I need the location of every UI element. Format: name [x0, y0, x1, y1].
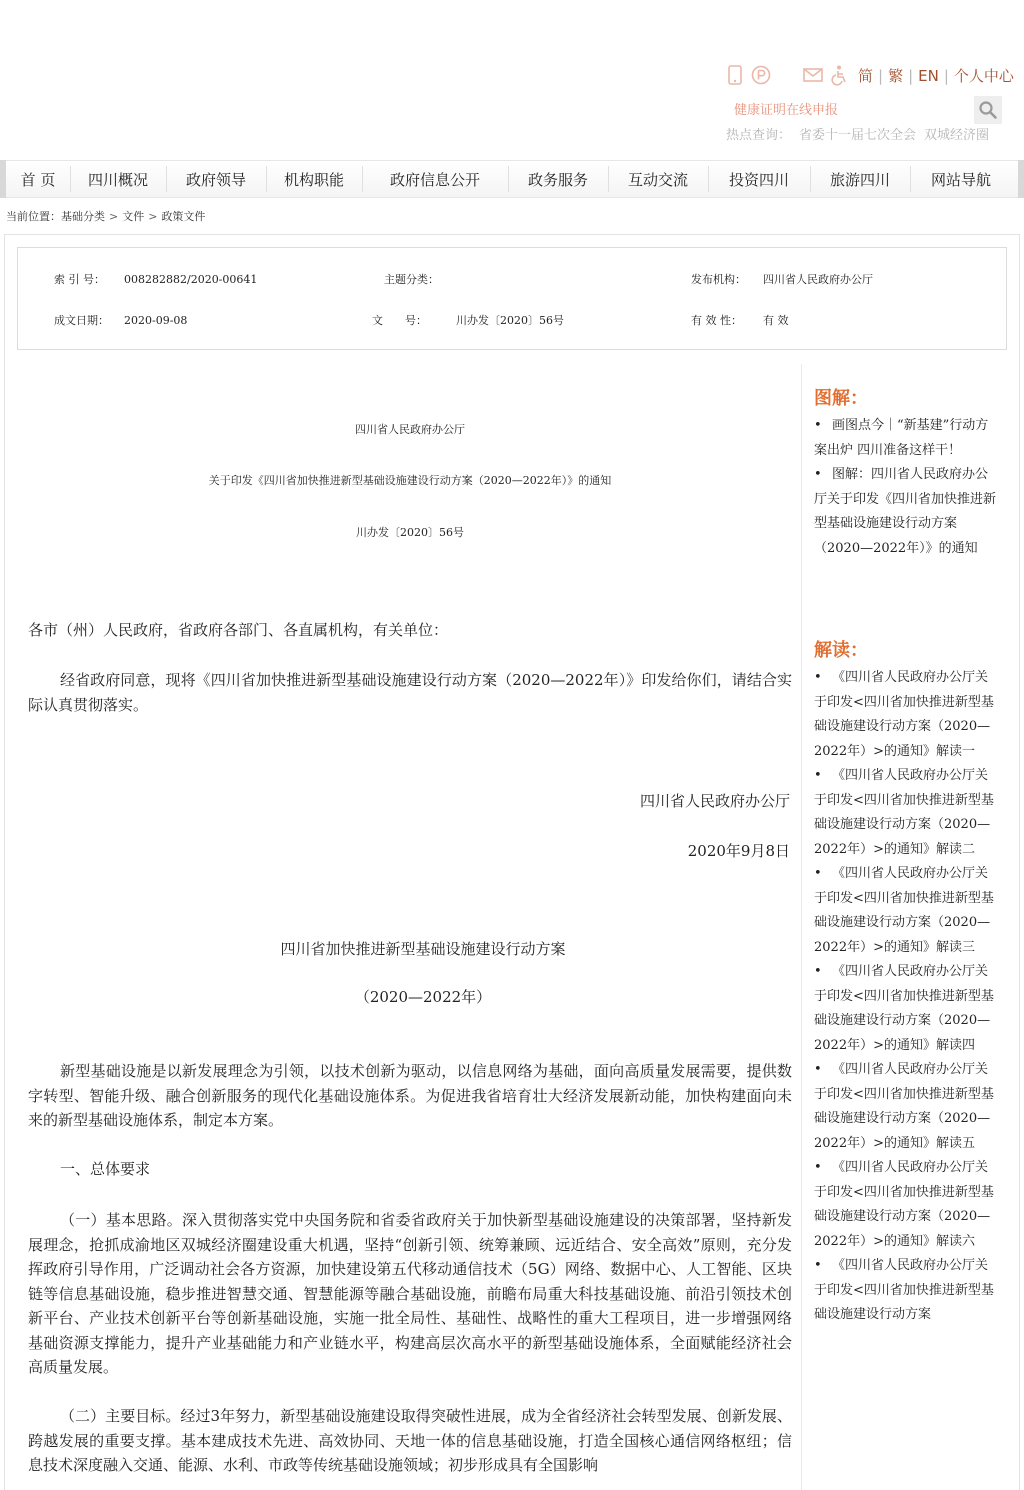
lang-english[interactable]: EN	[918, 66, 939, 85]
interpretation-link[interactable]: • 《四川省人民政府办公厅关于印发<四川省加快推进新型基础设施建设行动方案（2020—2022年）>的通知》解读三	[814, 866, 994, 955]
meta-validity-label: 有 效 性：	[691, 314, 742, 327]
intro-paragraph: 经省政府同意，现将《四川省加快推进新型基础设施建设行动方案（2020—2022年）》印发给你们，请结合实际认真贯彻落实。	[28, 671, 792, 714]
interpretation-link[interactable]: • 《四川省人民政府办公厅关于印发<四川省加快推进新型基础设施建设行动方案（2020—2022年）>的通知》解读一	[814, 670, 994, 759]
interpretation-link[interactable]: • 《四川省人民政府办公厅关于印发<四川省加快推进新型基础设施建设行动方案（2020—2022年）>的通知》解读六	[814, 1160, 994, 1249]
plan-title: 四川省加快推进新型基础设施建设行动方案	[280, 940, 566, 958]
article-paragraph: （一）基本思路。深入贯彻落实党中央国务院和省委省政府关于加快新型基础设施建设的决策部署，坚持新发展理念，抢抓成渝地区双城经济圈建设重大机遇，坚持“创新引领、统筹兼顾、远近结合、安全高效”原则，充分发挥政府引导作用，广泛调动社会各方资源，加快建设第五代移动通信技术（5G）网络、数据中心、人工智能、区块链等信息基础设施，稳步推进智慧交通、智慧能源等融合基础设施，前瞻布局重大科技基础设施、前沿引领技术创新平台、产业技术创新平台等创新基础设施，实施一批全局性、基础性、战略性的重大工程项目，进一步增强网络基础资源支撑能力，提升产业基础能力和产业链水平，构建高层次高水平的新型基础设施体系，全面赋能经济社会高质量发展。	[28, 1211, 792, 1376]
main-nav	[0, 160, 1024, 198]
article-paragraph: （二）主要目标。经过3年努力，新型基础设施建设取得突破性进展，成为全省经济社会转型发展、创新发展、跨越发展的重要支撑。基本建成技术先进、高效协同、天地一体的信息基础设施，打造全国核心通信网络枢纽；信息技术深度融入交通、能源、水利、市政等传统基础设施领域；初步形成具有全国影响	[28, 1407, 792, 1474]
sidebar	[801, 364, 1011, 1490]
nav-sichuan-overview[interactable]: 四川概况	[70, 160, 166, 198]
meta-docno-value: 川办发〔2020〕56号	[456, 314, 564, 327]
nav-site-map[interactable]: 网站导航	[910, 160, 1012, 198]
hot-search-item[interactable]: 双城经济圈	[924, 128, 990, 143]
meta-publisher-label: 发布机构：	[691, 273, 746, 286]
search-icon	[978, 100, 998, 120]
meta-topic-label: 主题分类：	[384, 273, 439, 286]
header-tools	[724, 60, 1014, 90]
accessibility-icon[interactable]	[828, 64, 850, 86]
nav-travel[interactable]: 旅游四川	[810, 160, 910, 198]
meta-index-label: 索 引 号：	[54, 273, 105, 286]
nav-gov-leaders[interactable]: 政府领导	[166, 160, 266, 198]
nav-interaction[interactable]: 互动交流	[608, 160, 708, 198]
graphics-heading: 图解：	[814, 388, 868, 409]
notice-title: 关于印发《四川省加快推进新型基础设施建设行动方案（2020—2022年）》的通知	[208, 474, 612, 487]
meta-publisher-value: 四川省人民政府办公厅	[763, 273, 873, 286]
meta-publisher	[691, 271, 873, 287]
breadcrumb-item[interactable]: 基础分类	[61, 210, 105, 223]
breadcrumb	[6, 208, 205, 224]
interpretation-link[interactable]: • 《四川省人民政府办公厅关于印发<四川省加快推进新型基础设施建设行动方案（2020—2022年）>的通知》解读五	[814, 1062, 994, 1151]
meta-docno-label: 文 号：	[372, 314, 427, 327]
mail-icon[interactable]	[802, 64, 824, 86]
lang-simplified[interactable]: 简	[858, 66, 874, 85]
notice-doc-number: 川办发〔2020〕56号	[356, 526, 464, 539]
breadcrumb-label: 当前位置：	[6, 210, 61, 223]
graphics-link[interactable]: • 图解：四川省人民政府办公厅关于印发《四川省加快推进新型基础设施建设行动方案（2020—2022年）》的通知	[814, 467, 997, 556]
interpretation-link[interactable]: • 《四川省人民政府办公厅关于印发<四川省加快推进新型基础设施建设行动方案（2020—2022年）>的通知》解读四	[814, 964, 994, 1053]
graphics-list	[814, 414, 998, 561]
interpretation-heading: 解读：	[814, 640, 868, 661]
notice-issuer: 四川省人民政府办公厅	[355, 423, 465, 436]
meta-index	[54, 271, 257, 287]
search-button[interactable]	[974, 96, 1002, 124]
hot-search-label: 热点查询：	[726, 128, 792, 143]
nav-agency-functions[interactable]: 机构职能	[266, 160, 362, 198]
article-paragraph: 新型基础设施是以新发展理念为引领，以技术创新为驱动，以信息网络为基础，面向高质量发展需要，提供数字转型、智能升级、融合创新服务的现代化基础设施体系。为促进我省培育壮大经济发展新动能，加快构建面向未来的新型基础设施体系，制定本方案。	[28, 1062, 792, 1129]
breadcrumb-item[interactable]: 文件	[122, 210, 145, 223]
breadcrumb-item[interactable]: 政策文件	[161, 210, 206, 223]
plan-years: （2020—2022年）	[354, 988, 492, 1006]
meta-validity	[691, 312, 789, 328]
section-heading: 一、总体要求	[60, 1160, 151, 1178]
meta-index-value: 008282882/2020-00641	[124, 273, 258, 286]
nav-invest[interactable]: 投资四川	[708, 160, 810, 198]
personal-center-link[interactable]: 个人中心	[953, 66, 1014, 85]
meta-date-value: 2020-09-08	[124, 314, 188, 327]
mobile-icon[interactable]	[724, 64, 746, 86]
search-box	[724, 96, 1002, 124]
nav-gov-services[interactable]: 政务服务	[508, 160, 608, 198]
sign-date: 2020年9月8日	[687, 842, 790, 860]
interpretation-link[interactable]: • 《四川省人民政府办公厅关于印发<四川省加快推进新型基础设施建设行动方案（2020—2022年）>的通知》解读二	[814, 768, 994, 857]
nav-info-disclosure[interactable]: 政府信息公开	[362, 160, 508, 198]
breadcrumb-separator: >	[109, 210, 119, 223]
interpretation-list	[814, 666, 998, 1328]
meta-topic	[384, 271, 439, 287]
signature: 四川省人民政府办公厅	[639, 792, 790, 810]
nav-home[interactable]: 首 页	[20, 170, 56, 189]
search-input[interactable]	[724, 96, 974, 124]
salutation: 各市（州）人民政府，省政府各部门、各直属机构，有关单位：	[28, 621, 449, 639]
graphics-link[interactable]: • 画图点今｜“新基建”行动方案出炉 四川准备这样干！	[814, 418, 989, 458]
meta-docno	[372, 312, 564, 328]
meta-date	[54, 312, 187, 328]
interpretation-link[interactable]: • 《四川省人民政府办公厅关于印发<四川省加快推进新型基础设施建设行动方案	[814, 1258, 994, 1322]
meta-validity-value: 有 效	[763, 314, 789, 327]
hot-search	[726, 124, 989, 143]
meta-date-label: 成文日期：	[54, 314, 109, 327]
language-links: 简 | 繁 | EN | 个人中心	[858, 66, 1014, 85]
pay-icon[interactable]	[750, 64, 772, 86]
lang-traditional[interactable]: 繁	[888, 66, 904, 85]
nav-edge-right	[1018, 160, 1024, 198]
breadcrumb-separator: >	[148, 210, 158, 223]
document-meta	[17, 247, 1007, 350]
hot-search-item[interactable]: 省委十一届七次全会	[799, 128, 917, 143]
